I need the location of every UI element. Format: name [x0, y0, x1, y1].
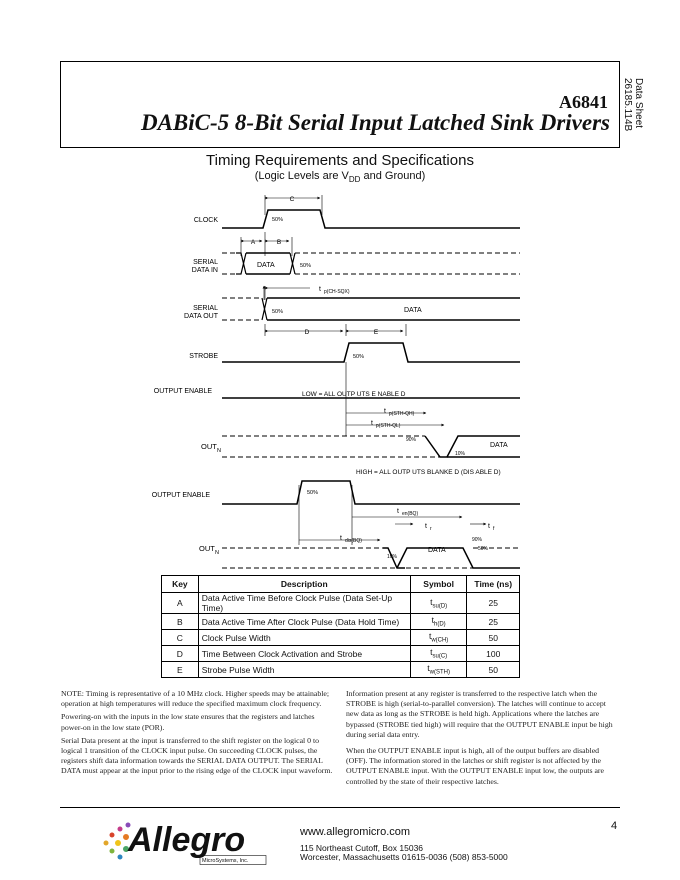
table-row	[162, 630, 520, 646]
row-description: Clock Pulse Width	[198, 630, 410, 646]
row-key: D	[162, 646, 199, 662]
tp-sth-ql-sub: p(STH-QL)	[376, 423, 401, 429]
label-out-2-sub: N	[215, 550, 219, 556]
subtitle-sub: DD	[348, 175, 361, 185]
oe-50pct: 50%	[307, 490, 319, 496]
row-time: 25	[467, 593, 520, 614]
serial-in-data: DATA	[257, 262, 275, 269]
tr-t: t	[425, 523, 427, 530]
footer-url[interactable]: www.allegromicro.com	[300, 826, 411, 838]
note-paragraph: NOTE: Timing is representative of a 10 MHz clock. Higher speeds may be attainable; operation at high temperatures will reduce the specified maximum clock frequency.	[61, 689, 330, 709]
dim-label-a: A	[250, 239, 256, 246]
strobe-waveform	[222, 343, 520, 362]
ten-bq-sub: en(BQ)	[402, 511, 419, 517]
row-time: 25	[467, 614, 520, 630]
out1-data: DATA	[490, 442, 508, 449]
symbol-t: t	[431, 615, 434, 626]
dim-label-c: C	[289, 196, 295, 203]
dim-label-d: D	[304, 329, 310, 336]
row-time: 50	[467, 630, 520, 646]
row-time: 50	[467, 662, 520, 678]
tp-sth-ql-t: t	[371, 420, 373, 427]
out1-90pct: 90%	[406, 437, 417, 443]
out2-50pct: 50%	[478, 546, 489, 552]
logo-wordmark: Allegro	[128, 821, 246, 859]
page-number: 4	[611, 820, 618, 832]
ten-bq-t: t	[397, 508, 399, 515]
note-paragraph: When the OUTPUT ENABLE input is high, all of the output buffers are disabled (OFF). The information stored in the latches or shift register is not affected by the OUTPUT ENABLE input. With the OUTPUT ENABLE input low, the outputs are controlled by the state of their respective latches.	[346, 746, 604, 786]
label-strobe: STROBE	[189, 353, 218, 360]
label-output-enable-1: OUTPUT ENABLE	[153, 388, 212, 395]
side-label-line2: 26185.114B	[622, 78, 633, 132]
symbol-t: t	[430, 596, 433, 607]
table-row	[162, 593, 520, 614]
note-paragraph: Powering-on with the inputs in the low state ensures that the registers and latches power-on in the low state (POR).	[61, 712, 315, 732]
symbol-sub: w(STH)	[429, 669, 450, 676]
label-clock: CLOCK	[193, 217, 218, 224]
note-paragraph: Serial Data present at the input is transferred to the shift register on the logical 0 to logical 1 transition of the CLOCK input pulse. On succeeding CLOCK pulses, the registers shift data information towards the SERIAL DATA OUTPUT. The SERIAL DATA must appear at the input prior to the rising edge of the CLOCK input waveform.	[61, 735, 333, 776]
table-row	[162, 662, 520, 678]
notes-right	[346, 689, 620, 790]
allegro-logo	[98, 815, 288, 867]
footer-rule	[60, 807, 620, 808]
serial-out-data: DATA	[404, 307, 422, 314]
note-paragraph: Information present at any register is transferred to the respective latch when the STROBE is high (serial-to-parallel conversion). The latches will continue to accept new data as long as the STROBE is held high. Applications where the latches are bypassed (STROBE tied high) will require that the OUTPUT ENABLE input be high during serial data entry.	[346, 689, 613, 739]
logo-dots-icon	[104, 823, 131, 860]
label-out-2: OUT	[199, 544, 215, 553]
serial-out-50pct: 50%	[272, 309, 284, 315]
footer-address-line2: Worcester, Massachusetts 01615-0036 (508) 853-5000	[300, 852, 508, 862]
label-out-1: OUT	[201, 442, 217, 451]
col-time: Time (ns)	[467, 576, 520, 593]
row-description: Data Active Time After Clock Pulse (Data Hold Time)	[198, 614, 410, 630]
out2-10pct: 10%	[387, 554, 398, 560]
output-enable-pulse	[222, 481, 520, 504]
label-serial-in-1: SERIAL	[193, 259, 218, 266]
label-output-enable-2: OUTPUT ENABLE	[151, 492, 210, 499]
row-description: Time Between Clock Activation and Strobe	[198, 646, 410, 662]
timing-title: Timing Requirements and Specifications	[206, 152, 474, 169]
low-note: LOW = ALL OUTP UTS E NABLE D	[302, 391, 406, 398]
symbol-t: t	[430, 647, 433, 658]
row-description: Strobe Pulse Width	[198, 662, 410, 678]
symbol-sub: h(D)	[433, 621, 446, 628]
document-title: DABiC-5 8-Bit Serial Input Latched Sink Drivers	[140, 110, 610, 135]
dim-label-b: B	[276, 239, 282, 246]
tp-sth-qh-sub: p(STH-QH)	[389, 411, 415, 417]
row-symbol	[410, 614, 467, 630]
strobe-50pct: 50%	[353, 354, 365, 360]
clock-waveform	[222, 210, 520, 228]
subtitle-prefix: (Logic Levels are V	[254, 170, 349, 182]
col-description: Description	[198, 576, 410, 593]
high-note: HIGH = ALL OUTP UTS BLANKE D (DIS ABLE D)	[356, 469, 501, 476]
label-serial-out-2: DATA OUT	[184, 313, 218, 320]
row-time: 100	[467, 646, 520, 662]
row-key: C	[162, 630, 199, 646]
row-key: B	[162, 614, 199, 630]
tr-sub: r	[430, 526, 432, 532]
table-row	[162, 646, 520, 662]
table-header-row	[162, 576, 520, 593]
symbol-sub: su(C)	[432, 653, 448, 660]
row-key: E	[162, 662, 199, 678]
side-label-line1: Data Sheet	[633, 78, 644, 129]
row-symbol	[410, 662, 467, 678]
serial-in-50pct: 50%	[300, 263, 312, 269]
symbol-sub: su(D)	[432, 603, 448, 610]
row-key: A	[162, 593, 199, 614]
tf-t: t	[488, 523, 490, 530]
col-symbol: Symbol	[410, 576, 467, 593]
symbol-t: t	[428, 631, 432, 642]
spec-table	[161, 575, 520, 678]
clock-50pct: 50%	[272, 217, 284, 223]
symbol-t: t	[427, 663, 430, 674]
logo-subtitle: MicroSystems, Inc.	[202, 858, 249, 864]
tp-sth-qh-t: t	[384, 408, 386, 415]
row-symbol	[410, 593, 467, 614]
dim-label-e: E	[373, 329, 379, 336]
footer-address-line1: 115 Northeast Cutoff, Box 15036	[300, 843, 424, 853]
col-key: Key	[162, 576, 199, 593]
out1-10pct: 10%	[455, 451, 466, 457]
table-row	[162, 614, 520, 630]
out2-data: DATA	[428, 547, 446, 554]
subtitle-suffix: and Ground)	[360, 170, 426, 182]
tdis-bq-t: t	[340, 535, 342, 542]
tp-ch-sqx-t: t	[319, 286, 321, 293]
label-serial-in-2: DATA IN	[191, 267, 218, 274]
row-symbol	[410, 630, 467, 646]
part-number: A6841	[559, 92, 608, 112]
symbol-sub: w(CH)	[431, 637, 449, 644]
tp-ch-sqx-sub: p(CH-SQX)	[324, 289, 350, 295]
label-serial-out-1: SERIAL	[193, 305, 218, 312]
row-description: Data Active Time Before Clock Pulse (Data Set-Up Time)	[198, 593, 410, 614]
tdis-bq-sub: dis(BQ)	[345, 538, 362, 544]
out2-90pct: 90%	[472, 537, 483, 543]
row-symbol	[410, 646, 467, 662]
notes-left	[61, 689, 333, 780]
label-out-1-sub: N	[217, 448, 221, 454]
tf-sub: f	[493, 526, 495, 532]
